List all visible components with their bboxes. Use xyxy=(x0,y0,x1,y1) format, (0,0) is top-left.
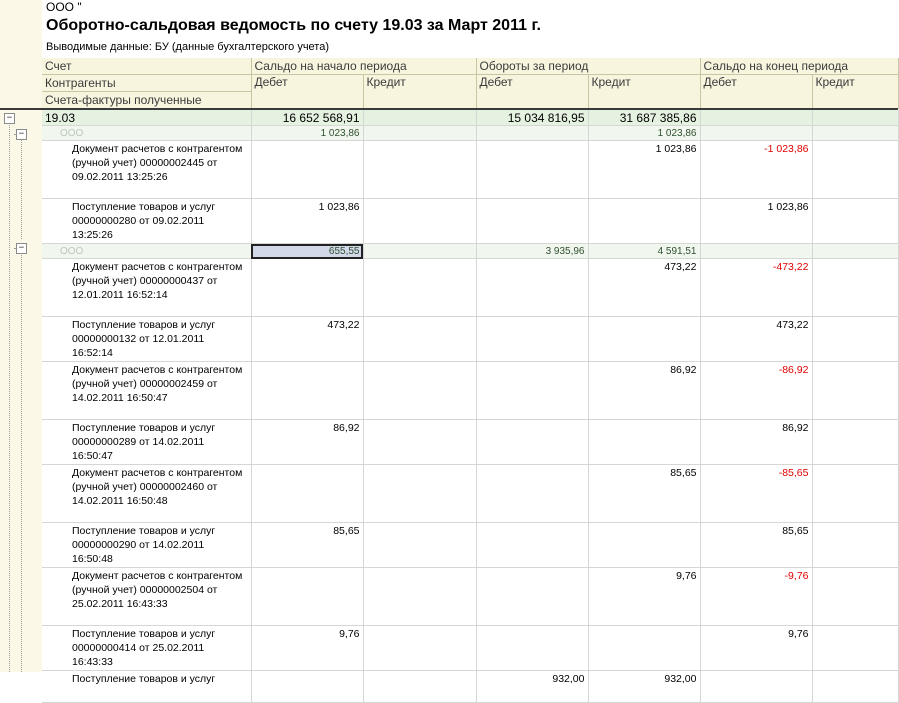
cell-closing-credit[interactable] xyxy=(812,126,898,141)
column-closing-credit: Кредит xyxy=(812,75,898,109)
cell-closing-debit[interactable]: -473,22 xyxy=(700,259,812,317)
cell-closing-debit[interactable]: -85,65 xyxy=(700,465,812,523)
cell-turnover-debit[interactable]: 932,00 xyxy=(476,671,588,703)
column-closing-balance: Сальдо на конец периода xyxy=(700,58,898,75)
column-turnover: Обороты за период xyxy=(476,58,700,75)
organization-name: ООО " xyxy=(46,0,82,14)
row-name: Документ расчетов с контрагентом (ручной учет) 00000002445 от 09.02.2011 13:25:26 xyxy=(42,141,251,199)
report-subtitle: Выводимые данные: БУ (данные бухгалтерского учета) xyxy=(46,41,329,53)
row-name: ООО xyxy=(42,244,251,259)
cell-opening-debit[interactable] xyxy=(251,362,363,420)
document-row[interactable] xyxy=(42,671,898,703)
report-title: Оборотно-сальдовая ведомость по счету 19.03 за Март 2011 г. xyxy=(46,17,541,34)
cell-opening-credit[interactable] xyxy=(363,199,476,244)
document-row[interactable] xyxy=(42,420,898,465)
column-opening-credit: Кредит xyxy=(363,75,476,109)
row-name: Поступление товаров и услуг 00000000290 от 14.02.2011 16:50:48 xyxy=(42,523,251,568)
cell-turnover-debit[interactable] xyxy=(476,141,588,199)
cell-closing-credit[interactable] xyxy=(812,568,898,626)
cell-opening-debit[interactable]: 1 023,86 xyxy=(251,126,363,141)
cell-closing-credit[interactable] xyxy=(812,244,898,259)
cell-turnover-credit[interactable]: 4 591,51 xyxy=(588,244,700,259)
cell-opening-debit[interactable] xyxy=(251,141,363,199)
row-name: Документ расчетов с контрагентом (ручной учет) 00000000437 от 12.01.2011 16:52:14 xyxy=(42,259,251,317)
tree-line xyxy=(21,139,22,239)
cell-turnover-credit[interactable] xyxy=(588,523,700,568)
cell-opening-debit[interactable]: 9,76 xyxy=(251,626,363,671)
cell-closing-debit[interactable]: 9,76 xyxy=(700,626,812,671)
cell-opening-credit[interactable] xyxy=(363,523,476,568)
cell-closing-credit[interactable] xyxy=(812,362,898,420)
account-row[interactable] xyxy=(42,110,898,126)
cell-opening-debit[interactable]: 473,22 xyxy=(251,317,363,362)
cell-turnover-credit[interactable]: 85,65 xyxy=(588,465,700,523)
cell-opening-credit[interactable] xyxy=(363,317,476,362)
column-turnover-credit: Кредит xyxy=(588,75,700,109)
collapse-counterparty-icon[interactable]: − xyxy=(16,129,27,140)
cell-opening-debit[interactable] xyxy=(251,568,363,626)
cell-closing-debit[interactable]: -1 023,86 xyxy=(700,141,812,199)
document-row[interactable] xyxy=(42,568,898,626)
column-closing-debit: Дебет xyxy=(700,75,812,109)
row-name: Документ расчетов с контрагентом (ручной учет) 00000002459 от 14.02.2011 16:50:47 xyxy=(42,362,251,420)
document-row[interactable] xyxy=(42,141,898,199)
cell-turnover-debit[interactable] xyxy=(476,199,588,244)
cell-closing-debit[interactable]: 1 023,86 xyxy=(700,199,812,244)
cell-closing-credit[interactable] xyxy=(812,671,898,703)
cell-opening-credit[interactable] xyxy=(363,420,476,465)
report-column-header xyxy=(42,58,899,109)
document-row[interactable] xyxy=(42,317,898,362)
cell-turnover-credit[interactable] xyxy=(588,420,700,465)
cell-closing-debit[interactable]: 86,92 xyxy=(700,420,812,465)
cell-turnover-debit[interactable] xyxy=(476,465,588,523)
cell-closing-credit[interactable] xyxy=(812,523,898,568)
cell-turnover-debit[interactable]: 3 935,96 xyxy=(476,244,588,259)
cell-opening-credit[interactable] xyxy=(363,671,476,703)
cell-turnover-credit[interactable] xyxy=(588,626,700,671)
cell-turnover-credit[interactable] xyxy=(588,317,700,362)
cell-opening-credit[interactable] xyxy=(363,465,476,523)
row-name: ООО xyxy=(42,126,251,141)
cell-opening-credit[interactable] xyxy=(363,568,476,626)
cell-opening-debit[interactable]: 655,55 xyxy=(251,244,363,259)
document-row[interactable] xyxy=(42,523,898,568)
cell-turnover-debit[interactable]: 15 034 816,95 xyxy=(476,110,588,126)
cell-opening-credit[interactable] xyxy=(363,244,476,259)
cell-opening-credit[interactable] xyxy=(363,626,476,671)
tree-line xyxy=(9,122,10,672)
column-opening-balance: Сальдо на начало периода xyxy=(251,58,476,75)
cell-opening-credit[interactable] xyxy=(363,259,476,317)
cell-closing-credit[interactable] xyxy=(812,465,898,523)
row-name: Поступление товаров и услуг 00000000414 от 25.02.2011 16:43:33 xyxy=(42,626,251,671)
cell-turnover-debit[interactable] xyxy=(476,420,588,465)
cell-turnover-debit[interactable] xyxy=(476,126,588,141)
cell-turnover-credit[interactable]: 9,76 xyxy=(588,568,700,626)
cell-turnover-credit[interactable]: 1 023,86 xyxy=(588,141,700,199)
cell-closing-debit[interactable] xyxy=(700,110,812,126)
column-counterparty: Контрагенты xyxy=(42,75,251,92)
document-row[interactable] xyxy=(42,626,898,671)
cell-closing-credit[interactable] xyxy=(812,141,898,199)
cell-turnover-credit[interactable]: 86,92 xyxy=(588,362,700,420)
counterparty-row[interactable] xyxy=(42,244,898,259)
cell-turnover-credit[interactable]: 932,00 xyxy=(588,671,700,703)
cell-opening-credit[interactable] xyxy=(363,110,476,126)
cell-closing-debit[interactable]: 85,65 xyxy=(700,523,812,568)
column-invoices: Счета-фактуры полученные xyxy=(42,92,251,109)
cell-closing-debit[interactable]: -86,92 xyxy=(700,362,812,420)
cell-turnover-credit[interactable]: 31 687 385,86 xyxy=(588,110,700,126)
cell-closing-credit[interactable] xyxy=(812,199,898,244)
cell-opening-credit[interactable] xyxy=(363,141,476,199)
cell-turnover-credit[interactable]: 473,22 xyxy=(588,259,700,317)
cell-opening-credit[interactable] xyxy=(363,126,476,141)
cell-opening-debit[interactable] xyxy=(251,671,363,703)
collapse-counterparty-icon[interactable]: − xyxy=(16,243,27,254)
cell-closing-debit[interactable] xyxy=(700,244,812,259)
document-row[interactable] xyxy=(42,199,898,244)
row-name: Документ расчетов с контрагентом (ручной учет) 00000002504 от 25.02.2011 16:43:33 xyxy=(42,568,251,626)
cell-opening-debit[interactable] xyxy=(251,465,363,523)
cell-closing-debit[interactable] xyxy=(700,126,812,141)
row-name: Поступление товаров и услуг xyxy=(42,671,251,703)
cell-turnover-credit[interactable] xyxy=(588,199,700,244)
cell-turnover-debit[interactable] xyxy=(476,568,588,626)
cell-closing-credit[interactable] xyxy=(812,317,898,362)
row-name: Поступление товаров и услуг 00000000132 от 12.01.2011 16:52:14 xyxy=(42,317,251,362)
column-turnover-debit: Дебет xyxy=(476,75,588,109)
cell-opening-credit[interactable] xyxy=(363,362,476,420)
tree-line xyxy=(21,255,22,672)
cell-turnover-debit[interactable] xyxy=(476,626,588,671)
cell-closing-debit[interactable]: -9,76 xyxy=(700,568,812,626)
cell-closing-credit[interactable] xyxy=(812,259,898,317)
cell-opening-debit[interactable]: 85,65 xyxy=(251,523,363,568)
cell-opening-debit[interactable] xyxy=(251,259,363,317)
row-name: Поступление товаров и услуг 00000000289 от 14.02.2011 16:50:47 xyxy=(42,420,251,465)
cell-closing-credit[interactable] xyxy=(812,110,898,126)
row-name: 19.03 xyxy=(42,110,251,126)
cell-turnover-debit[interactable] xyxy=(476,259,588,317)
collapse-account-icon[interactable]: − xyxy=(4,113,15,124)
cell-closing-debit[interactable] xyxy=(700,671,812,703)
cell-closing-debit[interactable]: 473,22 xyxy=(700,317,812,362)
cell-turnover-debit[interactable] xyxy=(476,362,588,420)
report-table xyxy=(42,110,899,703)
document-row[interactable] xyxy=(42,259,898,317)
cell-turnover-debit[interactable] xyxy=(476,523,588,568)
cell-opening-debit[interactable]: 1 023,86 xyxy=(251,199,363,244)
row-name: Документ расчетов с контрагентом (ручной учет) 00000002460 от 14.02.2011 16:50:48 xyxy=(42,465,251,523)
column-opening-debit: Дебет xyxy=(251,75,363,109)
column-account: Счет xyxy=(42,58,251,75)
document-row[interactable] xyxy=(42,362,898,420)
cell-opening-debit[interactable]: 86,92 xyxy=(251,420,363,465)
cell-turnover-credit[interactable]: 1 023,86 xyxy=(588,126,700,141)
cell-opening-debit[interactable]: 16 652 568,91 xyxy=(251,110,363,126)
counterparty-row[interactable] xyxy=(42,126,898,141)
cell-turnover-debit[interactable] xyxy=(476,317,588,362)
cell-closing-credit[interactable] xyxy=(812,626,898,671)
row-name: Поступление товаров и услуг 00000000280 от 09.02.2011 13:25:26 xyxy=(42,199,251,244)
cell-closing-credit[interactable] xyxy=(812,420,898,465)
document-row[interactable] xyxy=(42,465,898,523)
